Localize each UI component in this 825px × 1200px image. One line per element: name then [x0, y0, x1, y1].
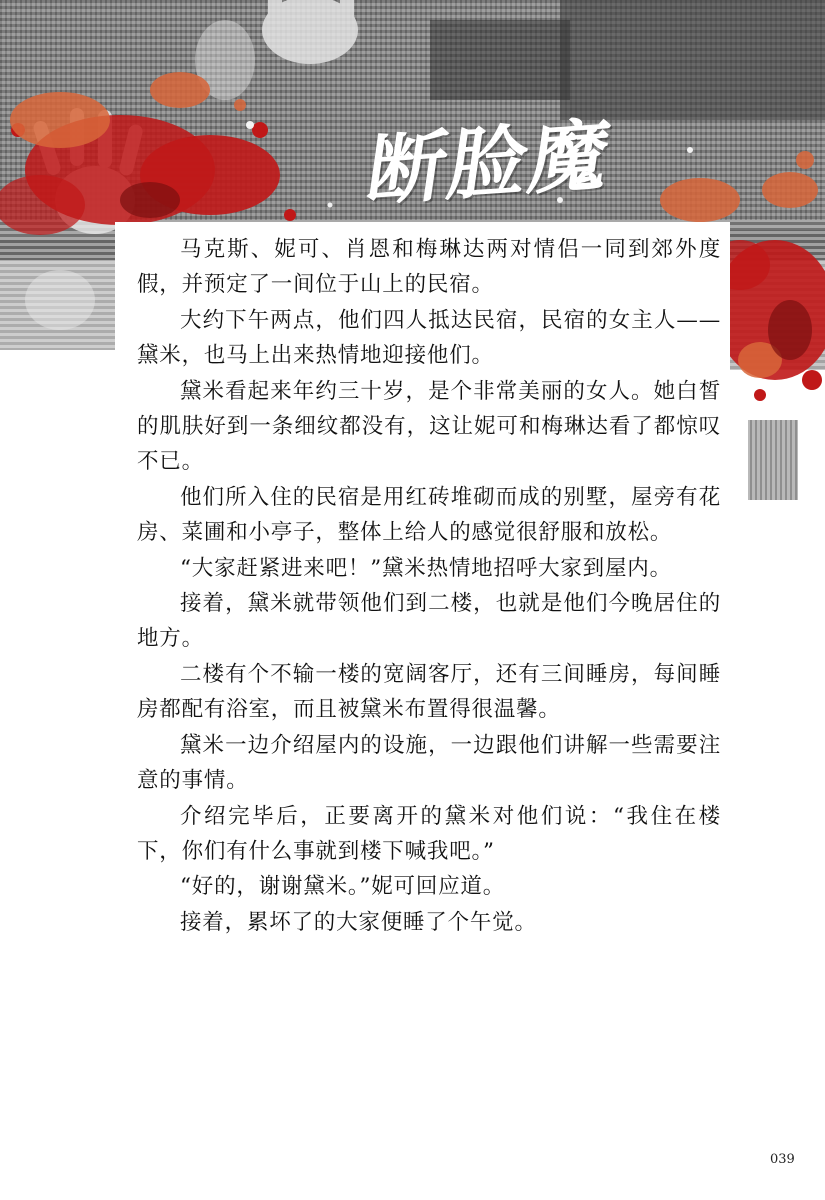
paragraph: 黛米一边介绍屋内的设施，一边跟他们讲解一些需要注意的事情。	[137, 732, 721, 794]
paragraph: “大家赶紧进来吧！”黛米热情地招呼大家到屋内。	[180, 555, 672, 581]
paragraph: 黛米看起来年约三十岁，是个非常美丽的女人。她白皙的肌肤好到一条细纹都没有，这让妮可和梅琳达看了都惊叹不已。	[137, 378, 721, 475]
paragraph: 大约下午两点，他们四人抵达民宿，民宿的女主人——黛米，也马上出来热情地迎接他们。	[137, 307, 721, 369]
chapter-title: 断脸魔	[361, 110, 617, 218]
paragraph: 他们所入住的民宿是用红砖堆砌而成的别墅，屋旁有花房、菜圃和小亭子，整体上给人的感觉很舒服和放松。	[137, 484, 721, 546]
page-number: 039	[770, 1152, 795, 1167]
paragraph: “好的，谢谢黛米。”妮可回应道。	[180, 874, 506, 900]
paragraph: 二楼有个不输一楼的宽阔客厅，还有三间睡房，每间睡房都配有浴室，而且被黛米布置得很温馨。	[137, 661, 721, 723]
paragraph: 介绍完毕后，正要离开的黛米对他们说：“我住在楼下，你们有什么事就到楼下喊我吧。”	[137, 803, 721, 864]
paragraph: 接着，黛米就带领他们到二楼，也就是他们今晚居住的地方。	[137, 591, 721, 652]
paragraph: 接着，累坏了的大家便睡了个午觉。	[180, 909, 537, 935]
story-body	[137, 232, 721, 940]
paragraph: 马克斯、妮可、肖恩和梅琳达两对情侣一同到郊外度假，并预定了一间位于山上的民宿。	[137, 237, 721, 298]
